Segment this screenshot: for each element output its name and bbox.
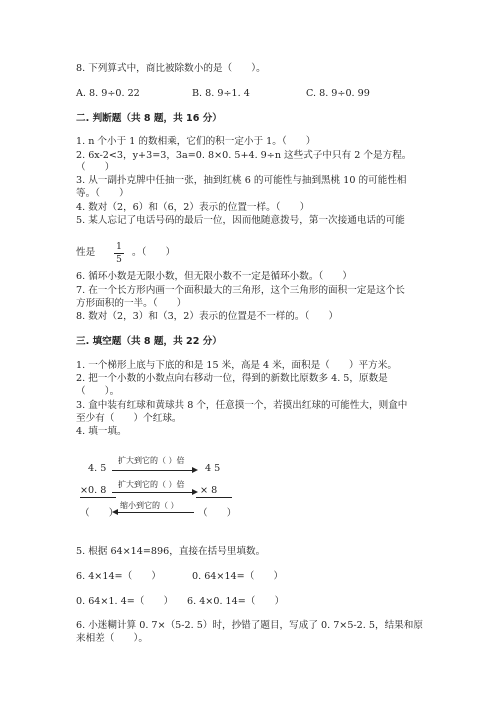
judge-line: 1. n 个小于 1 的数相乘，它们的积一定小于 1。（ ） [76,136,316,147]
arrow-right-icon [192,467,198,473]
diagram-underline-right [196,497,232,498]
fill-line: 6. 小迷糊计算 0. 7×（5-2. 5）时，抄错了题目，写成了 0. 7×5-2. 5，结果和原 [76,620,423,631]
judge-line: 8. 数对（2，3）和（3，2）表示的位置是不一样的。（ ） [76,311,339,322]
fill-q5-item: 6. 4×14=（ ） [76,571,161,582]
q8-option-c: C. 8. 9÷0. 99 [306,88,370,99]
diagram-arrow2-label: 扩大到它的（ ）倍 [118,480,185,489]
fill-line: 2. 把一个小数的小数点向右移动一位，得到的新数比原数多 4. 5，原数是 [76,373,388,384]
section-heading-fill: 三. 填空题（共 8 题，共 22 分） [76,336,222,347]
diagram-right-top: 4 5 [205,463,221,474]
judge-line: 5. 某人忘记了电话号码的最后一位，因而他随意拨号，第一次接通电话的可能 [76,215,405,226]
diagram-arrow3 [116,512,194,513]
arrow-left-icon [112,509,118,515]
judge-line: 3. 从一副扑克牌中任抽一张，抽到红桃 6 的可能性与抽到黑桃 10 的可能性相 [76,175,407,186]
fill-line: 1. 一个梯形上底与下底的和是 15 米，高是 4 米，面积是（ ）平方米。 [76,360,397,371]
judge-line: 2. 6x-2<3，y+3=3，3a=0. 8×0. 5+4. 9÷n 这些式子中只有 2 个是方程。 [76,150,412,161]
fill-line: 来相差（ ）。 [76,633,148,644]
judge-line: （ ） [76,162,115,173]
fill-q5-item: 0. 64×1. 4=（ ） [76,596,174,607]
judge-q5-suffix: 。（ ） [132,247,176,258]
fill-line: 至少有（ ）个红球。 [76,413,182,424]
diagram-underline-left [80,497,116,498]
diagram-arrow1-label: 扩大到它的（ ）倍 [118,456,185,465]
judge-line: 等。（ ） [76,188,129,199]
fraction-one-fifth [114,242,124,265]
section-heading-judgement: 二. 判断题（共 8 题，共 16 分） [76,113,222,124]
fill-line: 4. 填一填。 [76,426,127,437]
arrow-right-icon [192,489,198,495]
fill-line: 5. 根据 64×14=896，直接在括号里填数。 [76,546,266,557]
diagram-left-top: 4. 5 [88,463,107,474]
diagram-left-bot: （ ） [80,508,119,519]
fraction-numerator: 1 [116,242,122,252]
judge-line: 6. 循环小数是无限小数，但无限小数不一定是循环小数。（ ） [76,271,353,282]
diagram-arrow2 [112,492,194,493]
diagram-arrow1 [112,470,194,471]
judge-line: 4. 数对（2，6）和（6，2）表示的位置一样。（ ） [76,202,310,213]
q8-option-b: B. 8. 9÷1. 4 [192,88,250,99]
q8-option-a: A. 8. 9÷0. 22 [76,88,140,99]
judge-line: 7. 在一个长方形内画一个面积最大的三角形，这个三角形的面积一定是这个长 [76,285,405,296]
fill-q5-item: 0. 64×14=（ ） [192,571,284,582]
fill-q5-item: 6. 4×0. 14=（ ） [187,596,285,607]
diagram-left-mid: ×0. 8 [80,485,107,496]
judge-line: 方形面积的一半。（ ） [76,298,187,309]
fill-line: （ ）。 [76,386,120,397]
diagram-right-bot: （ ） [198,508,237,519]
diagram-right-mid: × 8 [200,485,218,496]
judge-q5-prefix: 性是 [76,247,96,258]
diagram-arrow3-label: 缩小到它的（ ） [120,501,179,510]
q8-stem: 8. 下列算式中，商比被除数小的是（ ）。 [76,63,266,74]
fraction-denominator: 5 [116,255,122,265]
fill-line: 3. 盒中装有红球和黄球共 8 个，任意摸一个，若摸出红球的可能性大，则盒中 [76,400,408,411]
